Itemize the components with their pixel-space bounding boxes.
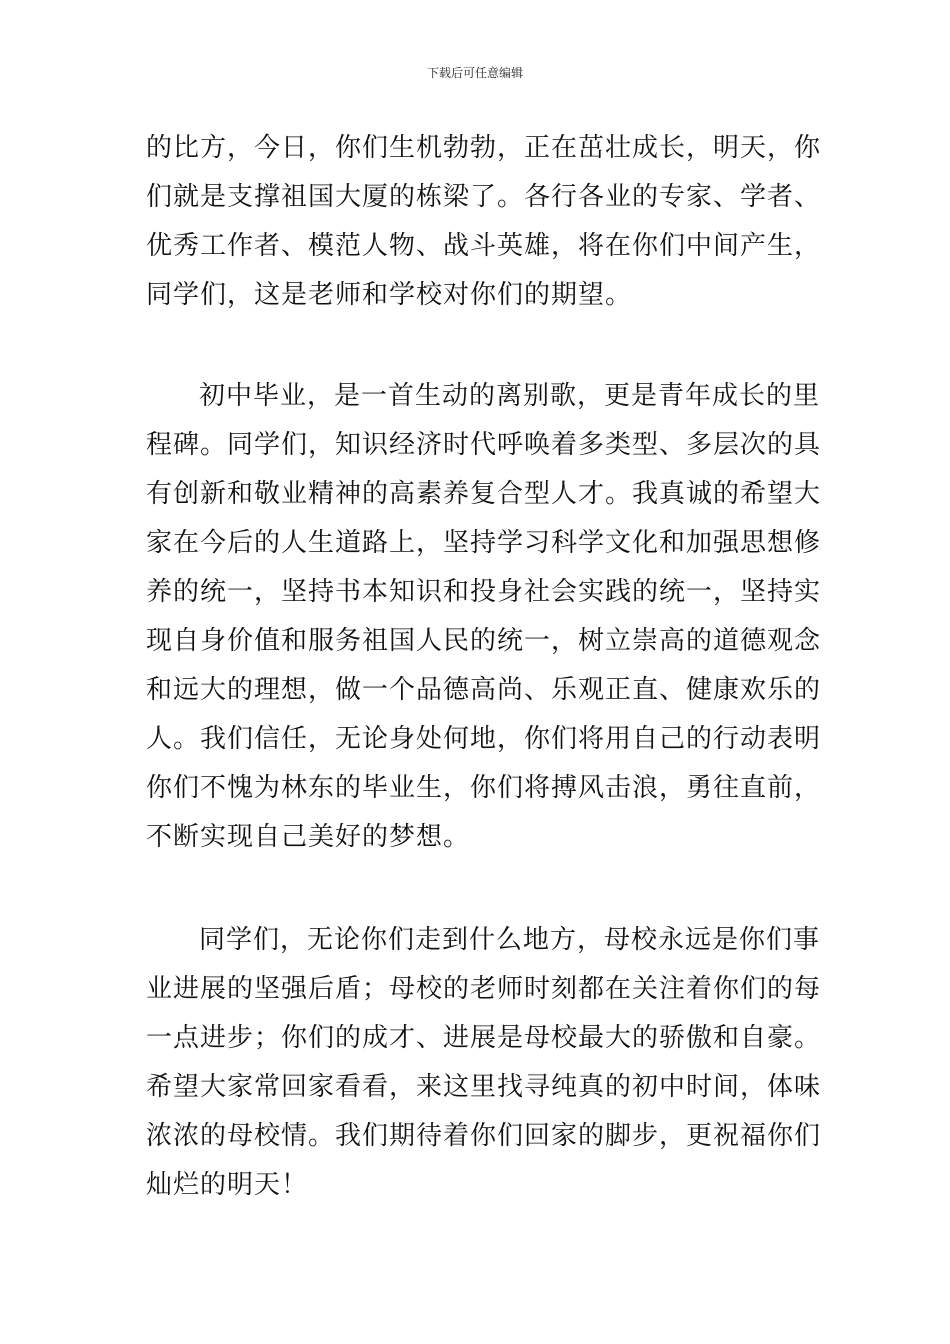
text-line: 不断实现自己美好的梦想。: [146, 822, 471, 852]
text-line: 家在今后的人生道路上，坚持学习科学文化和加强思想修: [146, 528, 822, 558]
text-line: 养的统一，坚持书本知识和投身社会实践的统一，坚持实: [146, 577, 822, 607]
text-line: 浓浓的母校情。我们期待着你们回家的脚步，更祝福你们: [146, 1121, 822, 1151]
text-line: 同学们，这是老师和学校对你们的期望。: [146, 280, 633, 310]
text-line: 人。我们信任，无论身处何地，你们将用自己的行动表明: [146, 724, 822, 754]
text-line: 优秀工作者、模范人物、战斗英雄，将在你们中间产生，: [146, 231, 822, 261]
text-line: 同学们，无论你们走到什么地方，母校永远是你们事: [199, 925, 821, 955]
text-line: 的比方，今日，你们生机勃勃，正在茁壮成长，明天，你: [146, 133, 822, 163]
text-line: 程碑。同学们，知识经济时代呼唤着多类型、多层次的具: [146, 430, 822, 460]
text-line: 业进展的坚强后盾；母校的老师时刻都在关注着你们的每: [146, 974, 822, 1004]
text-line: 有创新和敬业精神的高素养复合型人才。我真诚的希望大: [146, 479, 822, 509]
text-line: 们就是支撑祖国大厦的栋梁了。各行各业的专家、学者、: [146, 182, 822, 212]
text-line: 你们不愧为林东的毕业生，你们将搏风击浪，勇往直前，: [146, 773, 822, 803]
paragraph-3: [146, 916, 821, 1210]
text-line: 希望大家常回家看看，来这里找寻纯真的初中时间，体味: [146, 1072, 822, 1102]
paragraph-1: [146, 124, 821, 320]
text-line: 初中毕业，是一首生动的离别歌，更是青年成长的里: [199, 381, 821, 411]
page-header: 下载后可任意编辑: [426, 66, 523, 80]
text-line: 灿烂的明天！: [146, 1170, 309, 1200]
paragraph-2: [146, 372, 821, 862]
text-line: 一点进步；你们的成才、进展是母校最大的骄傲和自豪。: [146, 1023, 822, 1053]
text-line: 现自身价值和服务祖国人民的统一，树立崇高的道德观念: [146, 626, 822, 656]
text-line: 和远大的理想，做一个品德高尚、乐观正直、健康欢乐的: [146, 675, 822, 705]
